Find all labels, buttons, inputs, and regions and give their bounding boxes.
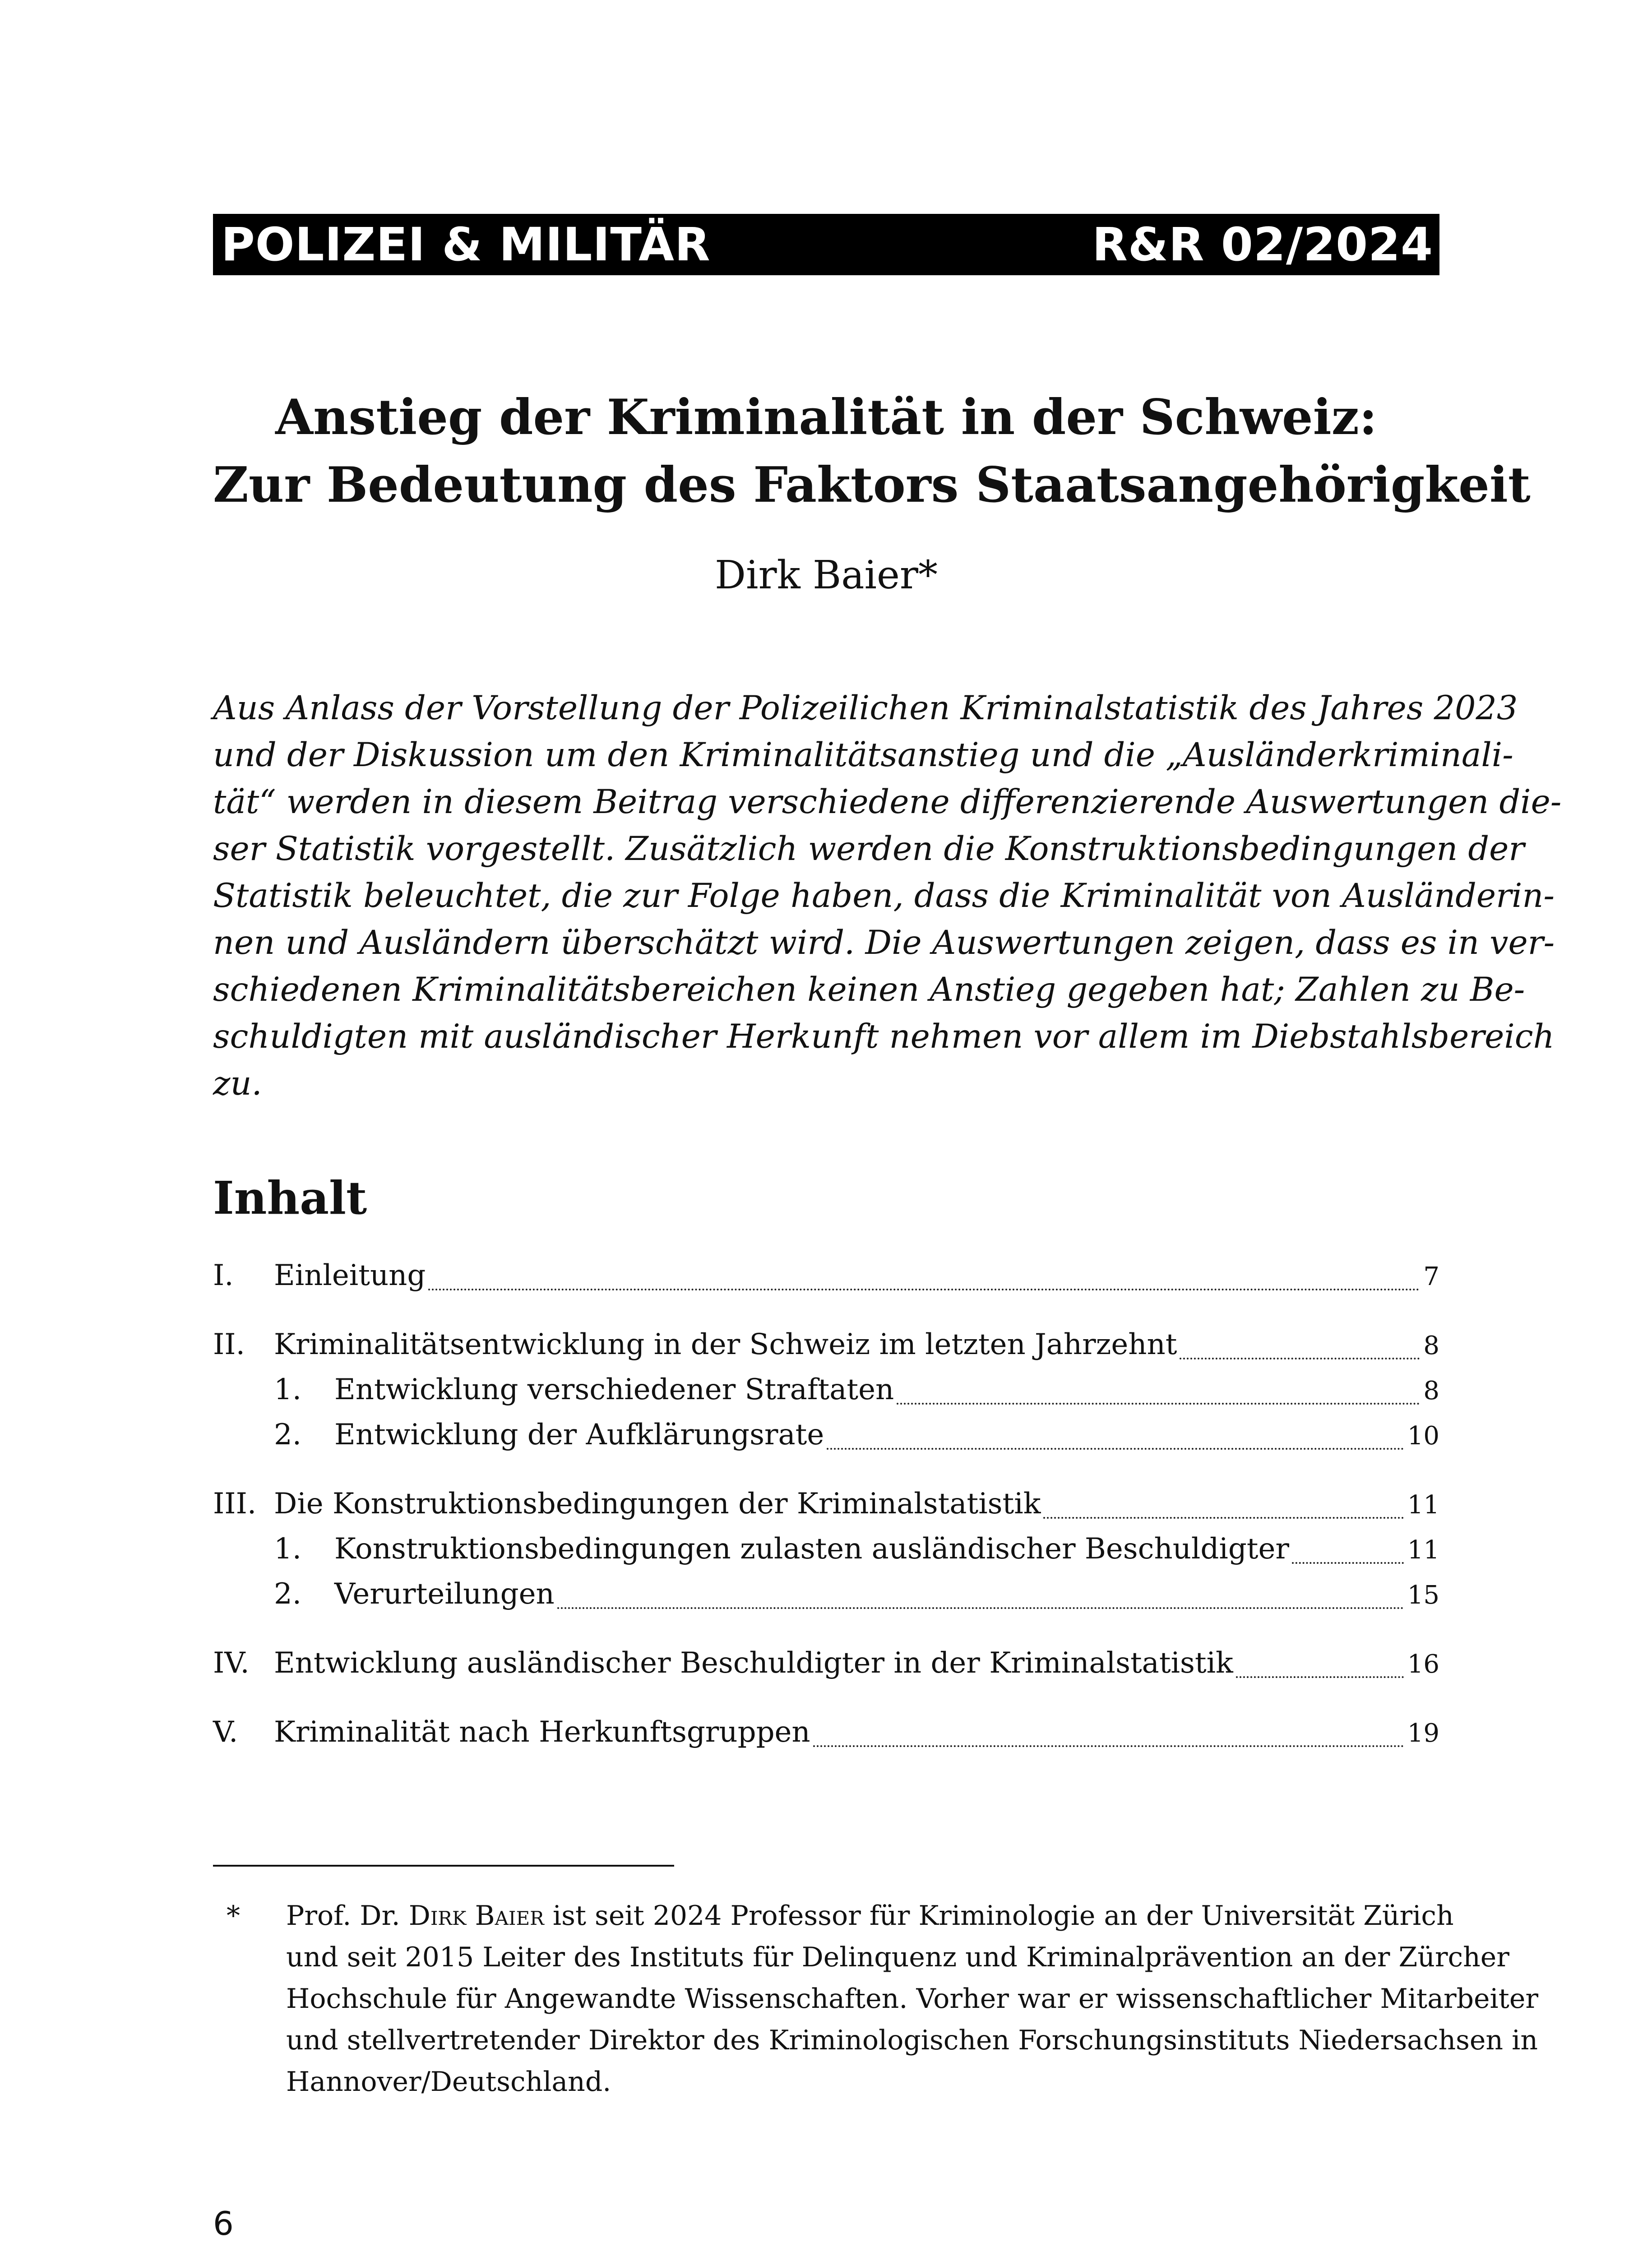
title-line-1: Anstieg der Kriminalität in der Schweiz:	[275, 389, 1377, 446]
toc-entry-page: 15	[1407, 1581, 1439, 1610]
footnote-line	[286, 1895, 1454, 1937]
footnote-line: und seit 2015 Leiter des Instituts für Delinquenz und Kriminalprävention an der Zürcher	[286, 1942, 1509, 1973]
abstract-line: Aus Anlass der Vorstellung der Polizeilichen Kriminalstatistik des Jahres 2023	[213, 689, 1518, 727]
toc-leader-dots	[1292, 1562, 1404, 1564]
toc-entry-page: 8	[1423, 1331, 1439, 1360]
toc-entry-number: 1.	[274, 1532, 302, 1566]
toc-entry-number: 2.	[274, 1577, 302, 1611]
title-line-2: Zur Bedeutung des Faktors Staatsangehörigkeit	[213, 457, 1531, 513]
toc-entry-title: Die Konstruktionsbedingungen der Kriminalstatistik	[274, 1487, 1041, 1521]
abstract-line: ser Statistik vorgestellt. Zusätzlich werden die Konstruktionsbedingungen der	[213, 830, 1525, 868]
toc-entry[interactable]	[213, 1259, 1439, 1300]
toc-leader-dots	[1236, 1676, 1404, 1678]
author-name: Dirk Baier*	[715, 553, 938, 598]
section-label: POLIZEI & MILITÄR	[221, 217, 711, 272]
toc-entry-number: IV.	[213, 1646, 250, 1680]
toc-leader-dots	[1180, 1357, 1420, 1359]
toc-entry[interactable]	[213, 1715, 1439, 1757]
toc-entry-title: Konstruktionsbedingungen zulasten ausländischer Beschuldigter	[334, 1532, 1289, 1566]
toc-entry-title: Kriminalitätsentwicklung in der Schweiz im letzten Jahrzehnt	[274, 1328, 1177, 1361]
abstract-line: Statistik beleuchtet, die zur Folge haben, dass die Kriminalität von Ausländerin-	[213, 877, 1555, 915]
issue-label: R&R 02/2024	[1092, 217, 1433, 272]
toc-entry-number: V.	[213, 1715, 238, 1749]
toc-entry[interactable]	[213, 1646, 1439, 1688]
toc-leader-dots	[1043, 1516, 1403, 1519]
page-number: 6	[213, 2205, 234, 2242]
footnote-title: Prof. Dr.	[286, 1900, 400, 1932]
abstract-line: schiedenen Kriminalitätsbereichen keinen Anstieg gegeben hat; Zahlen zu Be-	[213, 971, 1525, 1009]
footnote-text	[286, 1895, 1539, 2103]
footnote-separator	[213, 1865, 674, 1867]
toc-entry-number: I.	[213, 1259, 234, 1292]
toc-leader-dots	[557, 1607, 1404, 1609]
footnote-line-rest: ist seit 2024 Professor für Kriminologie an der Universität Zürich	[552, 1900, 1454, 1932]
toc-entry[interactable]	[274, 1418, 1439, 1460]
toc-entry-page: 10	[1407, 1421, 1439, 1451]
footnote-line: Hannover/Deutschland.	[286, 2066, 611, 2098]
toc-entry-number: 2.	[274, 1418, 302, 1452]
toc-entry[interactable]	[274, 1577, 1439, 1619]
footnote-line: Hochschule für Angewandte Wissenschaften. Vorher war er wissenschaftlicher Mitarbeiter	[286, 1983, 1539, 2015]
toc-leader-dots	[897, 1402, 1420, 1405]
abstract-line: tät“ werden in diesem Beitrag verschiedene differenzierende Auswertungen die-	[213, 783, 1562, 821]
toc-entry-number: II.	[213, 1328, 245, 1361]
abstract-line: nen und Ausländern überschätzt wird. Die Auswertungen zeigen, dass es in ver-	[213, 924, 1555, 962]
toc-entry-number: III.	[213, 1487, 257, 1521]
toc-heading: Inhalt	[213, 1171, 367, 1225]
toc-entry-page: 16	[1407, 1650, 1439, 1679]
abstract	[213, 685, 1562, 1107]
toc-leader-dots	[428, 1288, 1420, 1290]
abstract-line: zu.	[213, 1064, 262, 1103]
toc-entry-page: 7	[1423, 1262, 1439, 1291]
toc-entry-title: Entwicklung der Aufklärungsrate	[334, 1418, 824, 1452]
toc-entry[interactable]	[213, 1328, 1439, 1369]
toc-entry[interactable]	[213, 1487, 1439, 1529]
footnote-author-name: Dirk Baier	[408, 1900, 544, 1932]
toc-entry[interactable]	[274, 1532, 1439, 1574]
toc-entry-title: Entwicklung verschiedener Straftaten	[334, 1373, 894, 1406]
toc-entry-page: 19	[1407, 1719, 1439, 1748]
footnote-line: und stellvertretender Direktor des Kriminologischen Forschungsinstituts Niedersachsen in	[286, 2025, 1538, 2056]
toc-entry-title: Verurteilungen	[334, 1577, 555, 1611]
toc-entry[interactable]	[274, 1373, 1439, 1415]
toc-entry-page: 11	[1407, 1490, 1439, 1520]
toc-entry-page: 11	[1407, 1535, 1439, 1565]
toc-leader-dots	[827, 1447, 1403, 1450]
toc-entry-number: 1.	[274, 1373, 302, 1406]
toc-entry-page: 8	[1423, 1376, 1439, 1405]
abstract-line: und der Diskussion um den Kriminalitätsanstieg und die „Ausländerkriminali-	[213, 736, 1513, 774]
article-title	[213, 384, 1531, 519]
journal-header-bar	[213, 214, 1439, 275]
toc-leader-dots	[813, 1745, 1404, 1747]
toc-entry-title: Einleitung	[274, 1259, 426, 1292]
toc-entry-title: Entwicklung ausländischer Beschuldigter in der Kriminalstatistik	[274, 1646, 1233, 1680]
footnote-mark: *	[227, 1900, 240, 1932]
abstract-line: schuldigten mit ausländischer Herkunft nehmen vor allem im Diebstahlsbereich	[213, 1017, 1555, 1056]
toc-entry-title: Kriminalität nach Herkunftsgruppen	[274, 1715, 810, 1749]
